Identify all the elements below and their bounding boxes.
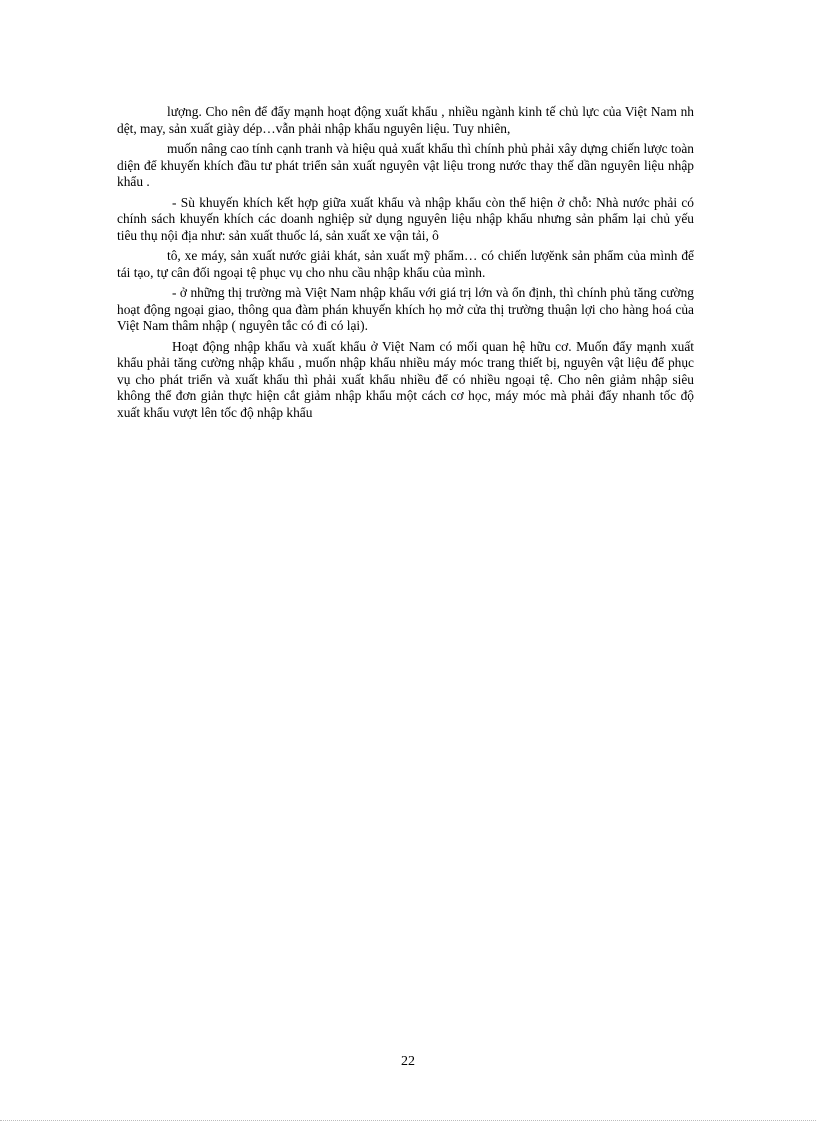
paragraph-3: - Sù khuyến khích kết hợp giữa xuất khẩu và nhập khẩu còn thể hiện ở chỗ: Nhà nước phải có chính sách khuyến khích các doanh nghiệp sử dụng nguyên liệu nhập khẩu nhưng sản phẩm lại chủ yếu tiêu thụ nội địa như: sản xuất thuốc lá, sản xuất xe vận tải, ô (117, 194, 694, 243)
page-number: 22 (401, 1054, 415, 1069)
paragraph-5: - ở những thị trường mà Việt Nam nhập khẩu với giá trị lớn và ổn định, thì chính phủ tăng cường hoạt động ngoại giao, thông qua đàm phán khuyến khích họ mở cửa thị trường thuận lợi cho hàng hoá của Việt Nam thâm nhập ( nguyên tắc có đi có lại). (117, 285, 694, 333)
page-bottom-divider (0, 1120, 816, 1121)
paragraph-6: Hoạt động nhập khẩu và xuất khẩu ở Việt Nam có mối quan hệ hữu cơ. Muốn đẩy mạnh xuất khẩu phải tăng cường nhập khẩu , muốn nhập khẩu nhiều máy móc trang thiết bị, nguyên vật liệu để phục vụ cho phát triển và xuất khẩu thì phải xuất khẩu nhiều để có nhiều ngoại tệ. Cho nên giảm nhập siêu không thể đơn giản thực hiện cắt giảm nhập khẩu một cách cơ học, máy móc mà phải đẩy nhanh tốc độ xuất khẩu vượt lên tốc độ nhập khẩu (117, 338, 694, 420)
paragraph-2: muốn nâng cao tính cạnh tranh và hiệu quả xuất khẩu thì chính phủ phải xây dựng chiến lược toàn diện để khuyến khích đầu tư phát triển sản xuất nguyên vật liệu trong nước thay thế dần nguyên liệu nhập khẩu . (117, 141, 694, 189)
body-text (117, 104, 694, 425)
paragraph-1: lượng. Cho nên để đẩy mạnh hoạt động xuất khẩu , nhiều ngành kinh tế chủ lực của Việt Nam nh dệt, may, sản xuất giày dép…vẫn phải nhập khẩu nguyên liệu. Tuy nhiên, (117, 104, 694, 136)
paragraph-4: tô, xe máy, sản xuất nước giải khát, sản xuất mỹ phẩm… có chiến lượĕnk sản phẩm của mình để tái tạo, tự cân đối ngoại tệ phục vụ cho nhu cầu nhập khẩu của mình. (117, 248, 694, 280)
